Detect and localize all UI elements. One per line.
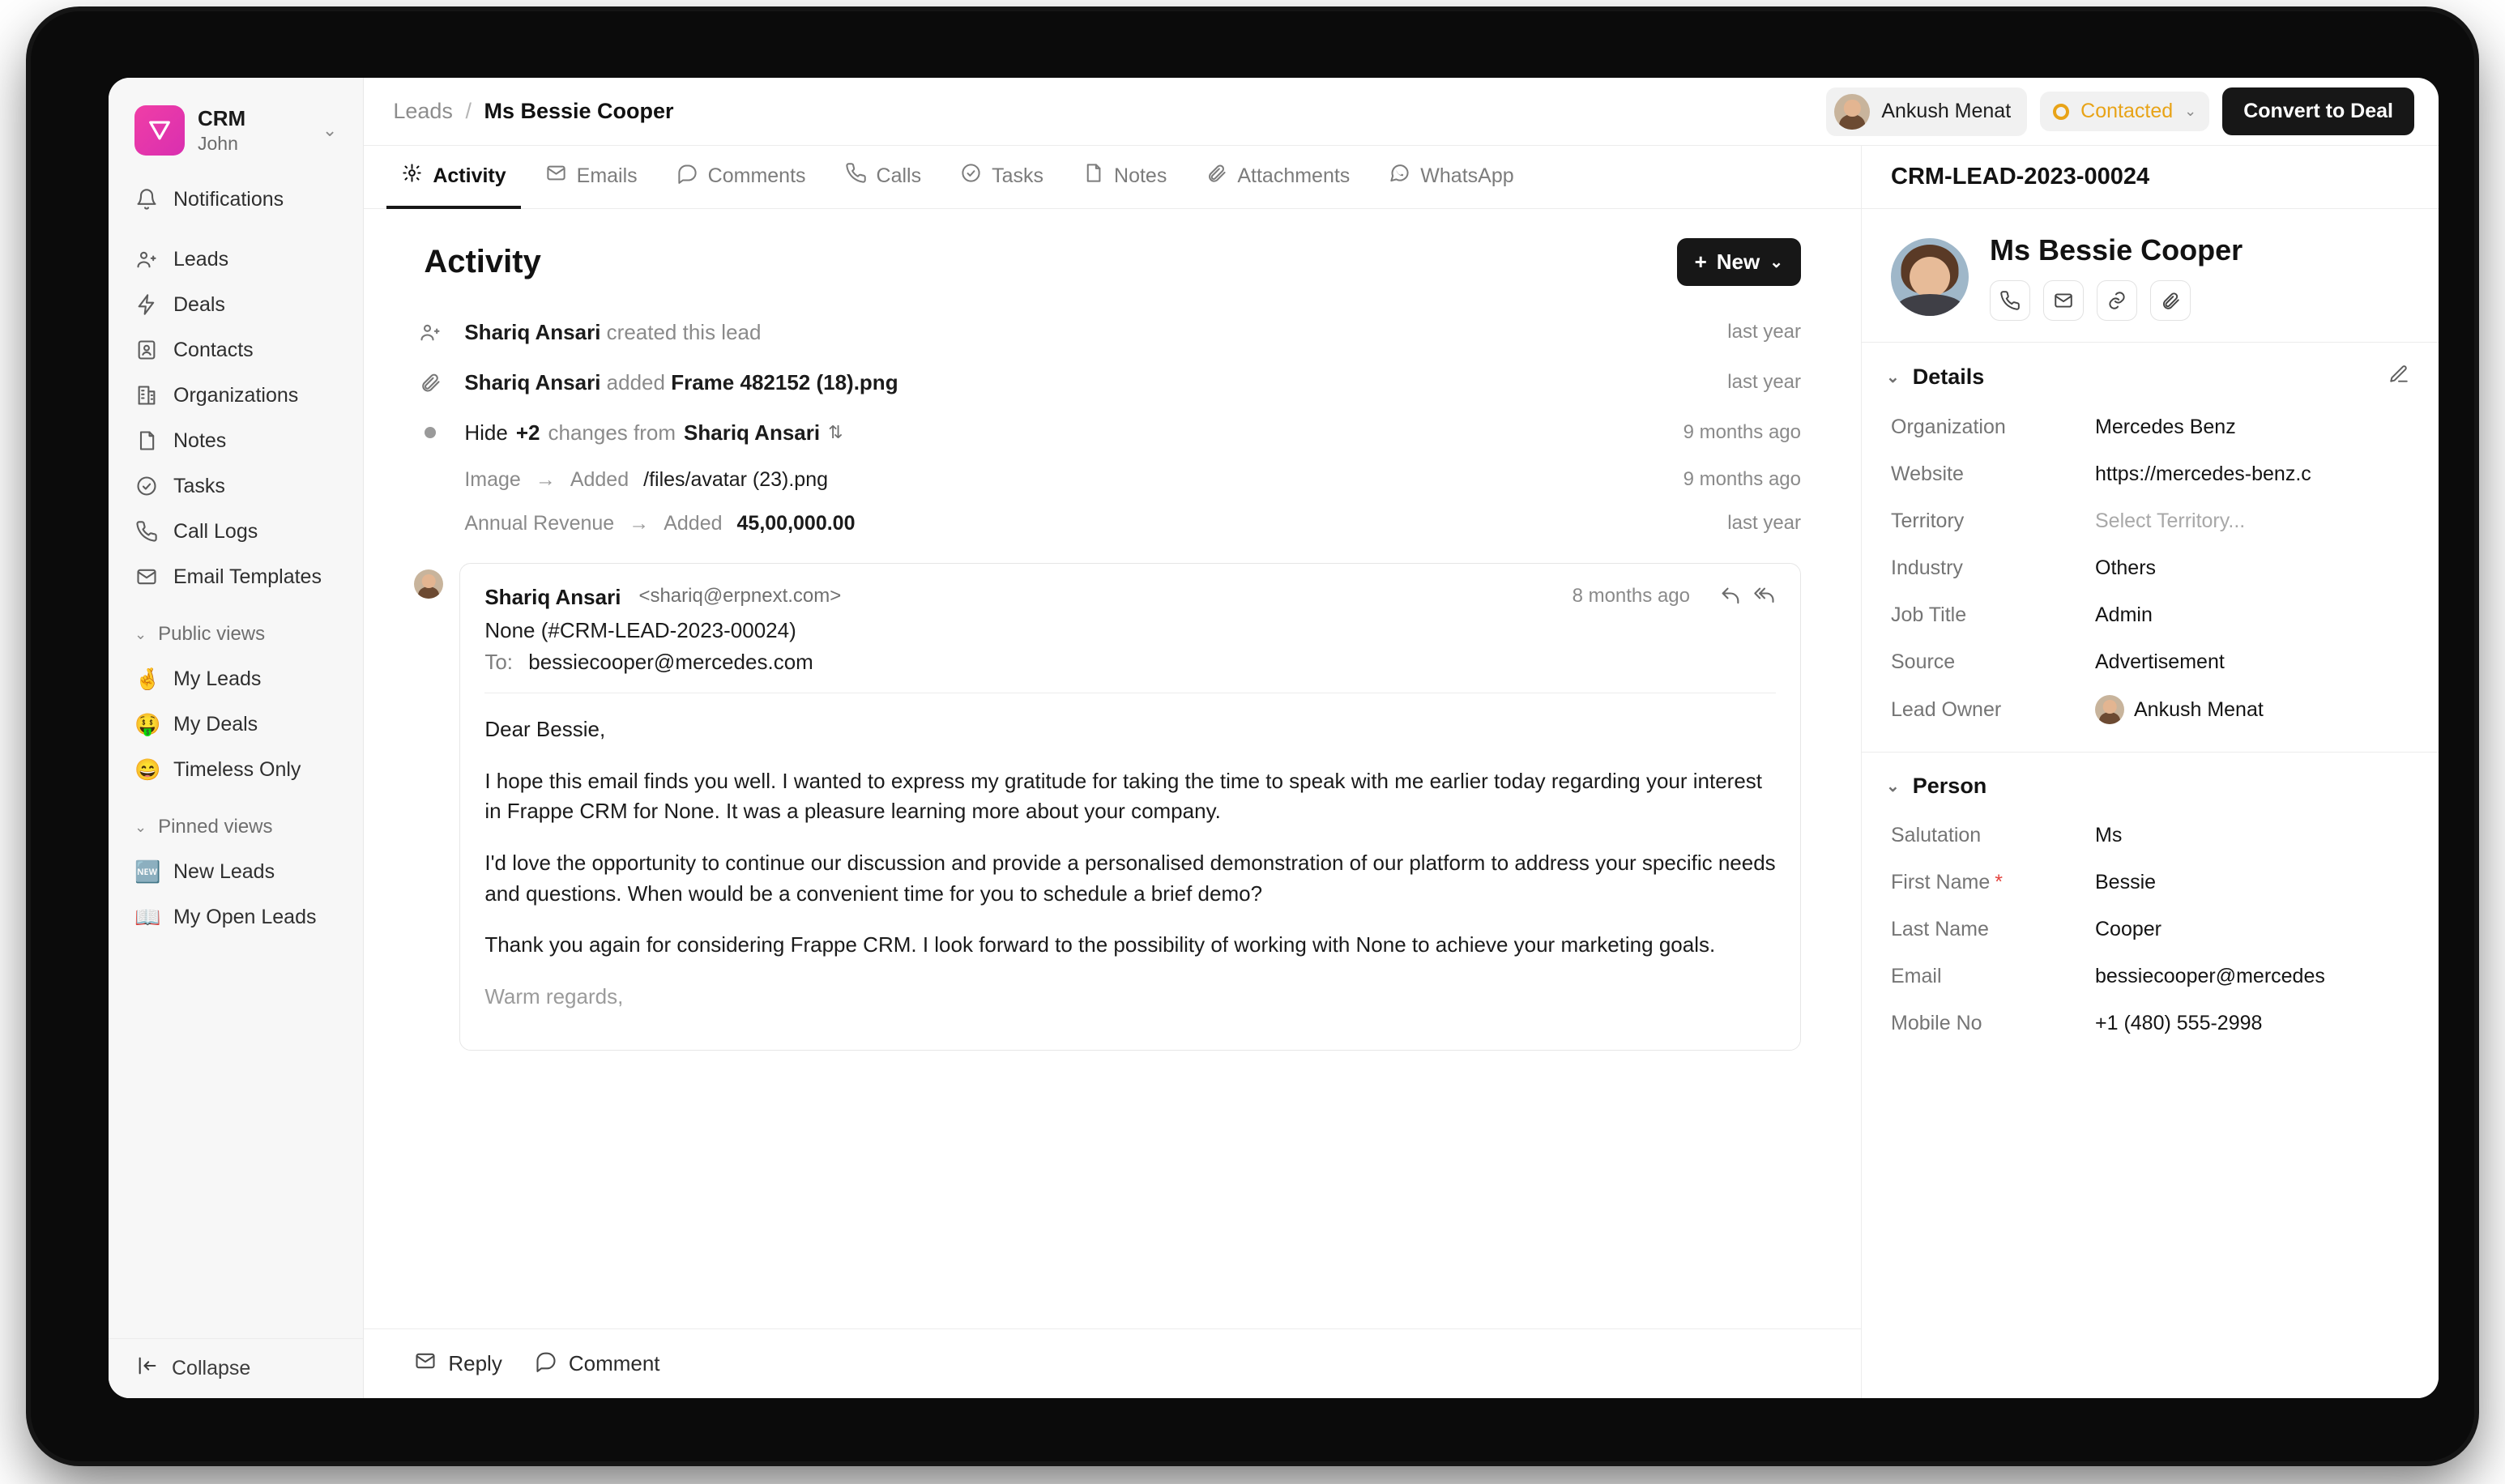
sidebar-item-label: My Open Leads [173, 905, 317, 928]
email-paragraph: Dear Bessie, [484, 717, 606, 741]
lead-owner-name: Ankush Menat [1881, 100, 2012, 122]
group-pinned-views[interactable] [123, 805, 348, 849]
hide-changes-label: changes from [548, 420, 676, 445]
hide-count: +2 [515, 420, 540, 445]
email-entry [364, 545, 1861, 1051]
details-title: Details [1912, 365, 1985, 389]
mail-icon [134, 565, 159, 589]
deals-icon [134, 292, 159, 317]
change-field: Annual Revenue [464, 511, 615, 535]
sidebar-item-contacts[interactable] [123, 327, 348, 373]
tab-comments[interactable] [662, 147, 821, 209]
main-area [364, 78, 2439, 1398]
field-label: Mobile No [1891, 1011, 1982, 1034]
reply-label: Reply [448, 1351, 502, 1375]
sidebar-item-notes[interactable] [123, 418, 348, 463]
record-id: CRM-LEAD-2023-00024 [1862, 146, 2439, 209]
money-face-emoji-icon: 🤑 [134, 711, 161, 736]
change-value: 45,00,000.00 [736, 511, 856, 535]
tab-label: Emails [576, 164, 638, 187]
field-value: bessiecooper@mercedes [2095, 964, 2325, 987]
field-value-wrapper [2095, 695, 2409, 724]
field-label: Lead Owner [1891, 697, 2002, 721]
sidebar-item-organizations[interactable] [123, 373, 348, 418]
convert-to-deal-button[interactable]: Convert to Deal [2222, 87, 2414, 135]
brand-title: CRM [198, 106, 246, 131]
email-to-label: To: [484, 650, 514, 674]
email-sender-address: <shariq@erpnext.com> [638, 585, 842, 607]
email-icon [545, 162, 567, 190]
field-label: Industry [1891, 556, 1963, 579]
field-value: +1 (480) 555-2998 [2095, 1011, 2263, 1034]
field-value: Ankush Menat [2134, 697, 2264, 721]
smile-emoji-icon: 😄 [134, 757, 161, 782]
sidebar-item-label: Contacts [173, 338, 254, 361]
collapse-icon [136, 1354, 159, 1383]
collapse-label: Collapse [172, 1357, 251, 1380]
avatar [2095, 695, 2124, 724]
comment-button[interactable] [535, 1350, 660, 1378]
field-label: Source [1891, 650, 1956, 673]
phone-icon [134, 519, 159, 544]
chevron-down-icon: ⌄ [1886, 778, 1900, 795]
change-action: Added [570, 467, 629, 491]
tab-emails[interactable] [531, 147, 652, 209]
timeline-actor: Shariq Ansari [464, 319, 601, 344]
app-window [109, 78, 2439, 1398]
whatsapp-icon [1389, 162, 1410, 190]
topbar [364, 78, 2439, 146]
new-button[interactable] [1677, 238, 1801, 286]
field-organization[interactable] [1862, 403, 2439, 450]
person-header [1862, 209, 2439, 343]
change-time: 9 months ago [1683, 468, 1801, 490]
tab-activity[interactable] [386, 147, 520, 209]
comment-icon [676, 162, 698, 190]
email-paragraph: Warm regards, [484, 984, 624, 1009]
attachment-icon[interactable] [2150, 280, 2191, 321]
hide-actor: Shariq Ansari [684, 420, 821, 445]
brand-switcher[interactable] [126, 97, 348, 164]
sidebar-item-email-templates[interactable] [123, 554, 348, 599]
timeline-action: added [606, 369, 665, 394]
sidebar-item-label: Organizations [173, 383, 299, 407]
sidebar-item-deals[interactable] [123, 282, 348, 327]
change-field: Image [464, 467, 521, 491]
tab-whatsapp[interactable] [1374, 147, 1528, 209]
reply-icon[interactable] [1719, 585, 1742, 612]
chevron-down-icon: ⌄ [1886, 369, 1900, 386]
group-label: Public views [158, 623, 266, 645]
sidebar-item-notifications[interactable] [123, 177, 348, 222]
edit-icon[interactable] [2388, 364, 2409, 390]
field-label: Website [1891, 462, 1964, 485]
call-button[interactable] [1990, 280, 2030, 321]
attachment-icon [1206, 162, 1227, 190]
sidebar-item-label: New Leads [173, 859, 275, 883]
sidebar-item-tasks[interactable] [123, 463, 348, 509]
activity-scroll-area[interactable] [364, 209, 1861, 1328]
sidebar-item-timeless-only[interactable] [123, 747, 348, 792]
field-first-name[interactable] [1862, 859, 2439, 906]
tab-label: Calls [876, 164, 922, 187]
hide-label[interactable]: Hide [464, 420, 508, 445]
tab-label: Comments [707, 164, 806, 187]
tab-label: WhatsApp [1420, 164, 1514, 187]
field-salutation[interactable] [1862, 812, 2439, 859]
email-sender: Shariq Ansari [484, 585, 621, 609]
chevron-down-icon: ⌄ [134, 818, 147, 835]
timeline-actor: Shariq Ansari [464, 369, 601, 394]
activity-timeline [364, 302, 1861, 545]
field-label: Last Name [1891, 917, 1989, 940]
task-icon [960, 162, 982, 190]
note-icon [1082, 162, 1104, 190]
field-value: Select Territory... [2095, 509, 2246, 532]
field-industry[interactable] [1862, 544, 2439, 591]
field-value: Advertisement [2095, 650, 2225, 673]
crm-logo-icon [134, 105, 185, 156]
sidebar-item-label: My Leads [173, 667, 262, 690]
field-email[interactable] [1862, 953, 2439, 1000]
field-label: Job Title [1891, 603, 1967, 626]
field-last-name[interactable] [1862, 906, 2439, 953]
organizations-icon [134, 383, 159, 407]
page-title: Activity [424, 244, 541, 279]
timeline-change-row [414, 501, 1801, 545]
tasks-icon [134, 474, 159, 498]
timeline-time: last year [1727, 321, 1801, 343]
user-add-icon [414, 321, 446, 343]
status-label: Contacted [2080, 100, 2174, 122]
timeline-action: created this lead [606, 319, 762, 344]
field-value: Mercedes Benz [2095, 415, 2236, 438]
email-recipient-row [484, 650, 1776, 675]
change-action: Added [664, 511, 723, 535]
person-section-header[interactable] [1862, 753, 2439, 812]
field-label: First Name * [1891, 870, 2003, 893]
email-paragraph: I'd love the opportunity to continue our discussion and provide a personalised demonstration of our platform to address your specific needs and questions. When would be a convenient time for you to schedule a brief demo? [484, 851, 1776, 906]
timeline-object: Frame 482152 (18).png [671, 369, 898, 394]
activity-footer [364, 1328, 1861, 1398]
phone-icon [845, 162, 867, 190]
tab-label: Notes [1114, 164, 1167, 187]
sidebar-item-new-leads[interactable] [123, 849, 348, 894]
field-value: https://mercedes-benz.c [2095, 462, 2311, 485]
field-label: Salutation [1891, 823, 1982, 846]
reply-all-icon[interactable] [1753, 585, 1776, 612]
field-mobile-no[interactable] [1862, 1000, 2439, 1047]
field-label: Organization [1891, 415, 2006, 438]
field-value: Cooper [2095, 917, 2161, 940]
chevron-down-icon: ⌄ [1769, 254, 1783, 271]
timeline-hide-group[interactable] [414, 407, 1801, 458]
sidebar-item-my-leads[interactable] [123, 656, 348, 701]
field-value: Admin [2095, 603, 2153, 626]
field-job-title[interactable] [1862, 591, 2439, 638]
sidebar-item-label: Leads [173, 247, 229, 271]
avatar [414, 569, 443, 599]
email-paragraph: I hope this email finds you well. I wanted to express my gratitude for taking the time to speak with me earlier today regarding your interest in Frappe CRM for None. It was a pleasure learning more about your company. [484, 768, 1763, 824]
email-button[interactable] [2043, 280, 2084, 321]
sidebar-item-call-logs[interactable] [123, 509, 348, 554]
timeline-item [414, 357, 1801, 407]
brand-user: John [198, 132, 238, 154]
field-value: Ms [2095, 823, 2123, 846]
breadcrumb-separator: / [465, 99, 472, 123]
tab-calls[interactable] [830, 147, 937, 209]
device-frame [31, 11, 2474, 1461]
tab-label: Attachments [1237, 164, 1351, 187]
sidebar-item-my-deals[interactable] [123, 701, 348, 747]
lead-owner-pill[interactable] [1826, 87, 2027, 136]
book-emoji-icon: 📖 [134, 904, 161, 929]
field-value: Others [2095, 556, 2157, 579]
tab-bar [364, 146, 1861, 209]
comment-icon [535, 1350, 557, 1378]
tab-attachments[interactable] [1191, 147, 1364, 209]
collapse-button[interactable] [109, 1338, 363, 1398]
arrow-icon: → [629, 511, 650, 535]
timeline-time: last year [1727, 371, 1801, 393]
email-paragraph: Thank you again for considering Frappe CRM. I look forward to the possibility of working with None to achieve your marketing goals. [484, 932, 1716, 957]
new-emoji-icon: 🆕 [134, 859, 161, 884]
tab-label: Tasks [992, 164, 1044, 187]
breadcrumb [393, 99, 673, 124]
field-territory[interactable] [1862, 497, 2439, 544]
plus-icon: + [1694, 249, 1707, 274]
chevron-down-icon: ⌄ [322, 120, 338, 140]
timeline-item [414, 307, 1801, 357]
email-card[interactable] [459, 563, 1801, 1051]
bell-icon [134, 187, 159, 211]
sort-icon[interactable]: ⇅ [828, 422, 843, 442]
avatar [1891, 238, 1969, 316]
sidebar-nav [109, 177, 363, 940]
field-source[interactable] [1862, 638, 2439, 685]
tab-notes[interactable] [1068, 147, 1181, 209]
timeline-time: 9 months ago [1683, 421, 1801, 443]
sidebar-item-label: Email Templates [173, 565, 322, 588]
group-public-views[interactable] [123, 612, 348, 656]
sidebar-item-label: Deals [173, 292, 225, 316]
field-value: Bessie [2095, 870, 2157, 893]
activity-icon [401, 162, 423, 190]
sidebar-item-my-open-leads[interactable] [123, 894, 348, 940]
chevron-down-icon: ⌄ [2184, 103, 2197, 119]
link-icon[interactable] [2097, 280, 2137, 321]
details-section-header[interactable] [1862, 343, 2439, 403]
notes-icon [134, 429, 159, 453]
content-split [364, 146, 2439, 1398]
field-label: Territory [1891, 509, 1965, 532]
arrow-icon: → [535, 467, 556, 491]
breadcrumb-root[interactable]: Leads [393, 99, 453, 123]
email-subject: None (#CRM-LEAD-2023-00024) [484, 618, 796, 642]
status-badge[interactable] [2040, 92, 2209, 131]
group-label: Pinned views [158, 816, 273, 838]
attachment-icon [414, 371, 446, 394]
reply-button[interactable] [414, 1350, 501, 1378]
sidebar-item-leads[interactable] [123, 237, 348, 282]
sidebar [109, 78, 364, 1398]
change-time: last year [1727, 512, 1801, 534]
person-title: Person [1912, 774, 1987, 798]
activity-column [364, 146, 1862, 1398]
change-value: /files/avatar (23).png [643, 467, 829, 491]
bullet-icon [414, 427, 446, 438]
avatar [1834, 94, 1870, 130]
sidebar-item-label: Notifications [173, 187, 284, 211]
contacts-icon [134, 338, 159, 362]
hand-emoji-icon: 🤞 [134, 666, 161, 691]
tab-tasks[interactable] [945, 147, 1058, 209]
details-panel [1862, 146, 2439, 1398]
person-name: Ms Bessie Cooper [1990, 233, 2243, 267]
email-time: 8 months ago [1572, 585, 1690, 607]
activity-header [364, 209, 1861, 302]
sidebar-item-label: My Deals [173, 712, 258, 736]
field-lead-owner[interactable] [1862, 685, 2439, 734]
leads-icon [134, 247, 159, 271]
sidebar-item-label: Notes [173, 429, 227, 452]
email-to-value: bessiecooper@mercedes.com [528, 650, 813, 674]
field-label: Email [1891, 964, 1942, 987]
new-button-label: New [1716, 249, 1760, 274]
breadcrumb-current: Ms Bessie Cooper [484, 99, 674, 123]
sidebar-item-label: Tasks [173, 474, 225, 497]
field-website[interactable] [1862, 450, 2439, 497]
sidebar-item-label: Call Logs [173, 519, 258, 543]
sidebar-item-label: Timeless Only [173, 757, 301, 781]
comment-label: Comment [568, 1351, 660, 1375]
chevron-down-icon: ⌄ [134, 625, 147, 642]
email-body [484, 714, 1776, 1013]
status-dot-icon [2053, 104, 2069, 120]
timeline-change-row [414, 458, 1801, 501]
tab-label: Activity [433, 164, 506, 187]
reply-icon [414, 1350, 437, 1378]
required-marker: * [1995, 870, 2003, 893]
